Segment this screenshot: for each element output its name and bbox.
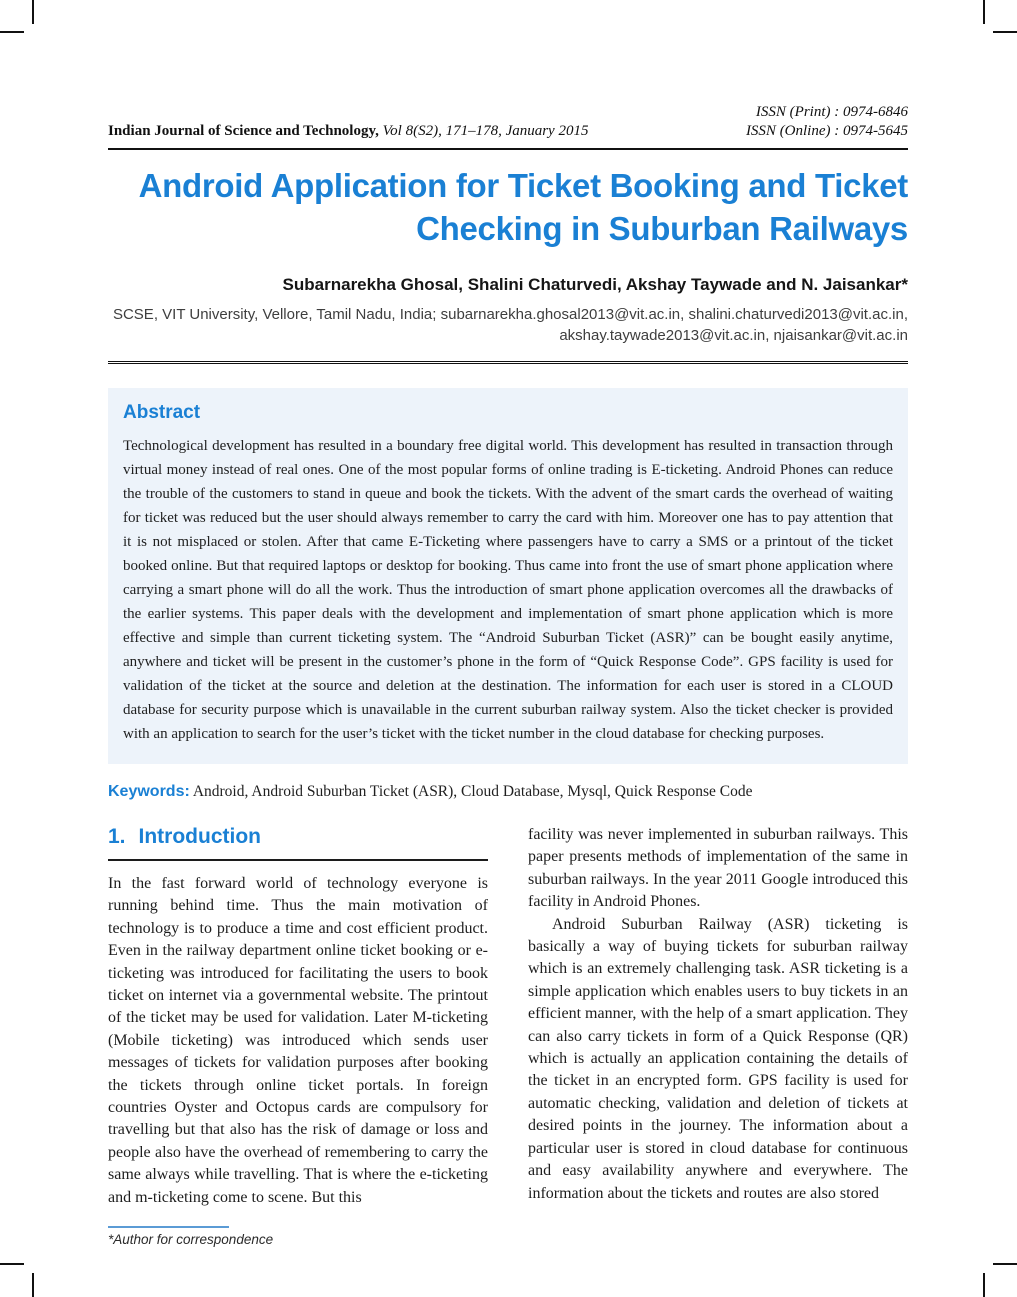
abstract-box	[108, 388, 908, 764]
affiliation	[108, 304, 908, 346]
title-block-rule	[108, 361, 908, 364]
issn-online: ISSN (Online) : 0974-5645	[745, 123, 908, 139]
journal-header	[108, 103, 908, 141]
abstract-heading: Abstract	[123, 402, 201, 423]
paper-title-line2: Checking in Suburban Railways	[416, 210, 908, 247]
header-rule	[108, 148, 908, 150]
journal-issue: Vol 8(S2), 171–178, January 2015	[378, 123, 589, 139]
abstract-body: Technological development has resulted in a boundary free digital world. This development has resulted in transaction through virtual money instead of real ones. One of the most popular forms of online trading is E-ticketing. Android Phones can reduce the trouble of the customers to stand in queue and book the tickets. With the advent of the smart cards the overhead of waiting for ticket was reduced but the user should always remember to carry the card with him. Moreover one has to pay attention that it is not misplaced or stolen. After that came E-Ticketing where passengers have to carry a SMS or a printout of the ticket booked online. But that required laptops or desktop for booking. Thus came into front the use of smart phone application where carrying a smart phone will do all the work. Thus the introduction of smart phone application overcomes all the drawbacks of the earlier systems. This paper deals with the development and implementation of smart phone application which is more effective and simple than current ticketing system. The “Android Suburban Ticket (ASR)” can be bought easily anytime, anywhere and ticket will be present in the customer’s phone in the form of “Quick Response Code”. GPS facility is used for validation of the ticket at the source and deletion at the destination. The information for each user is stored in a CLOUD database for security purpose which is unavailable in the current suburban railway system. Also the ticket checker is provided with an application to search for the user’s ticket with the ticket number in the cloud database for checking purposes.	[123, 438, 893, 742]
crop-mark-bottom-left-horizontal	[0, 1263, 24, 1265]
affiliation-line1: SCSE, VIT University, Vellore, Tamil Nadu, India; subarnarekha.ghosal2013@vit.ac.in, shalini.chaturvedi2013@vit.ac.in,	[112, 306, 908, 323]
body-columns	[108, 824, 908, 1247]
crop-mark-top-right-horizontal	[993, 31, 1017, 33]
left-column	[108, 824, 488, 1247]
crop-mark-top-left-vertical	[32, 0, 34, 24]
keywords-line	[108, 781, 908, 802]
footnote-block	[108, 1226, 488, 1247]
crop-mark-bottom-right-vertical	[983, 1273, 985, 1297]
keywords-label: Keywords:	[108, 783, 190, 800]
intro-paragraph-right-1: facility was never implemented in suburban railways. This paper presents methods of implementation of the same in suburban railways. In the year 2011 Google introduced this facility in Android Phones.	[528, 826, 908, 911]
right-column	[528, 824, 908, 1247]
footnote-divider	[108, 1226, 229, 1228]
issn-print: ISSN (Print) : 0974-6846	[755, 104, 908, 120]
crop-mark-top-right-vertical	[983, 0, 985, 24]
crop-mark-bottom-left-vertical	[32, 1273, 34, 1297]
section-1-heading	[108, 824, 488, 861]
authors-line: Subarnarekha Ghosal, Shalini Chaturvedi, Akshay Taywade and N. Jaisankar*	[282, 275, 908, 294]
page-content	[108, 103, 908, 1247]
section-1-number: 1.	[108, 825, 126, 848]
affiliation-line2: akshay.taywade2013@vit.ac.in, njaisankar@vit.ac.in	[559, 327, 908, 344]
crop-mark-top-left-horizontal	[0, 31, 24, 33]
issn-block	[746, 103, 908, 141]
keywords-text: Android, Android Suburban Ticket (ASR), Cloud Database, Mysql, Quick Response Code	[189, 783, 753, 800]
journal-citation	[108, 122, 588, 141]
footnote-text: *Author for correspondence	[108, 1232, 274, 1248]
section-1-title: Introduction	[138, 825, 261, 848]
paper-title	[108, 164, 908, 250]
paper-title-line1: Android Application for Ticket Booking and Ticket	[138, 167, 908, 204]
intro-paragraph-right-2: Android Suburban Railway (ASR) ticketing is basically a way of buying tickets for suburban railway which is an extremely challenging task. ASR ticketing is a simple application which enables users to buy tickets in an efficient manner, with the help of a smart application. They can also carry tickets in form of a Quick Response (QR) which is actually an application containing the details of the ticket in an encrypted form. GPS facility is used for automatic checking, validation and deletion of tickets at desired points in the journey. The information about a particular user is stored in cloud database for continuous and easy availability anywhere and everywhere. The information about the tickets and routes are also stored	[528, 915, 908, 1202]
crop-mark-bottom-right-horizontal	[993, 1263, 1017, 1265]
journal-name: Indian Journal of Science and Technology,	[108, 123, 379, 139]
intro-paragraph-left: In the fast forward world of technology everyone is running behind time. Thus the main motivation of technology is to produce a time and cost efficient product. Even in the railway department online ticket booking or e-ticketing was introduced for facilitating the users to book ticket on internet via a governmental website. The printout of the ticket may be used for validation. Later M-ticketing (Mobile ticketing) was introduced which sends user messages of tickets for validation purposes after booking the tickets through online ticket portals. In foreign countries Oyster and Octopus cards are compulsory for travelling but that also has the risk of damage or loss and people also have the overhead of remembering to carry the same always while travelling. That is where the e-ticketing and m-ticketing come to scene. But this	[108, 875, 488, 1206]
